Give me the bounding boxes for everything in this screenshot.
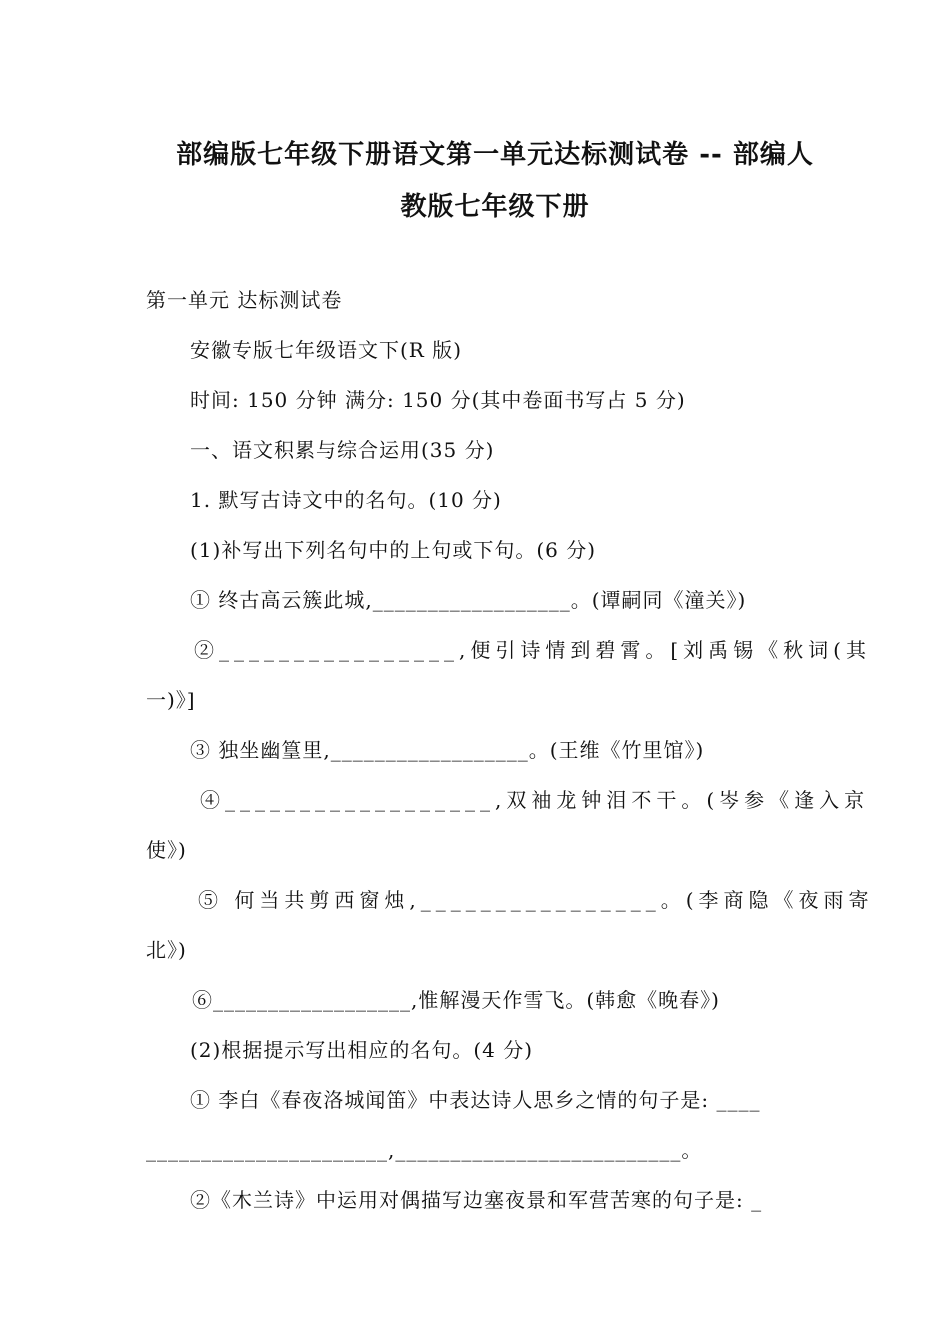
prompt-item-1-line-2: ______________________,__________________________。 <box>146 1138 703 1162</box>
poem-item-2-line-2: 一)》] <box>146 688 196 712</box>
poem-item-6: ⑥__________________,惟解漫天作雪飞。(韩愈《晚春》) <box>192 988 720 1012</box>
poem-item-1: ① 终古高云簇此城,__________________。(谭嗣同《潼关》) <box>190 588 747 612</box>
question-1: 1. 默写古诗文中的名句。(10 分) <box>190 488 502 512</box>
time-score-line: 时间: 150 分钟 满分: 150 分(其中卷面书写占 5 分) <box>190 388 686 412</box>
section-heading: 一、语文积累与综合运用(35 分) <box>190 438 495 462</box>
question-1-part-1: (1)补写出下列名句中的上句或下句。(6 分) <box>190 538 597 562</box>
edition-line: 安徽专版七年级语文下(R 版) <box>190 338 463 362</box>
poem-item-4-line-1: ④__________________,双袖龙钟泪不干。(岑参《逢入京 <box>200 788 870 812</box>
document-title-line-1: 部编版七年级下册语文第一单元达标测试卷 -- 部编人 <box>176 140 814 170</box>
poem-item-2-line-1: ②________________,便引诗情到碧霄。[刘禹锡《秋词(其 <box>194 638 871 662</box>
prompt-item-2: ②《木兰诗》中运用对偶描写边塞夜景和军营苦寒的句子是: _ <box>190 1188 763 1212</box>
prompt-item-1-line-1: ① 李白《春夜洛城闻笛》中表达诗人思乡之情的句子是: ____ <box>190 1088 761 1112</box>
poem-item-5-line-2: 北》) <box>146 938 187 962</box>
poem-item-3: ③ 独坐幽篁里,__________________。(王维《竹里馆》) <box>190 738 705 762</box>
poem-item-5-line-1: ⑤ 何当共剪西窗烛,________________。(李商隐《夜雨寄 <box>198 888 874 912</box>
unit-heading: 第一单元 达标测试卷 <box>146 288 343 312</box>
poem-item-4-line-2: 使》) <box>146 838 187 862</box>
question-1-part-2: (2)根据提示写出相应的名句。(4 分) <box>190 1038 534 1062</box>
document-title-line-2: 教版七年级下册 <box>400 192 590 222</box>
